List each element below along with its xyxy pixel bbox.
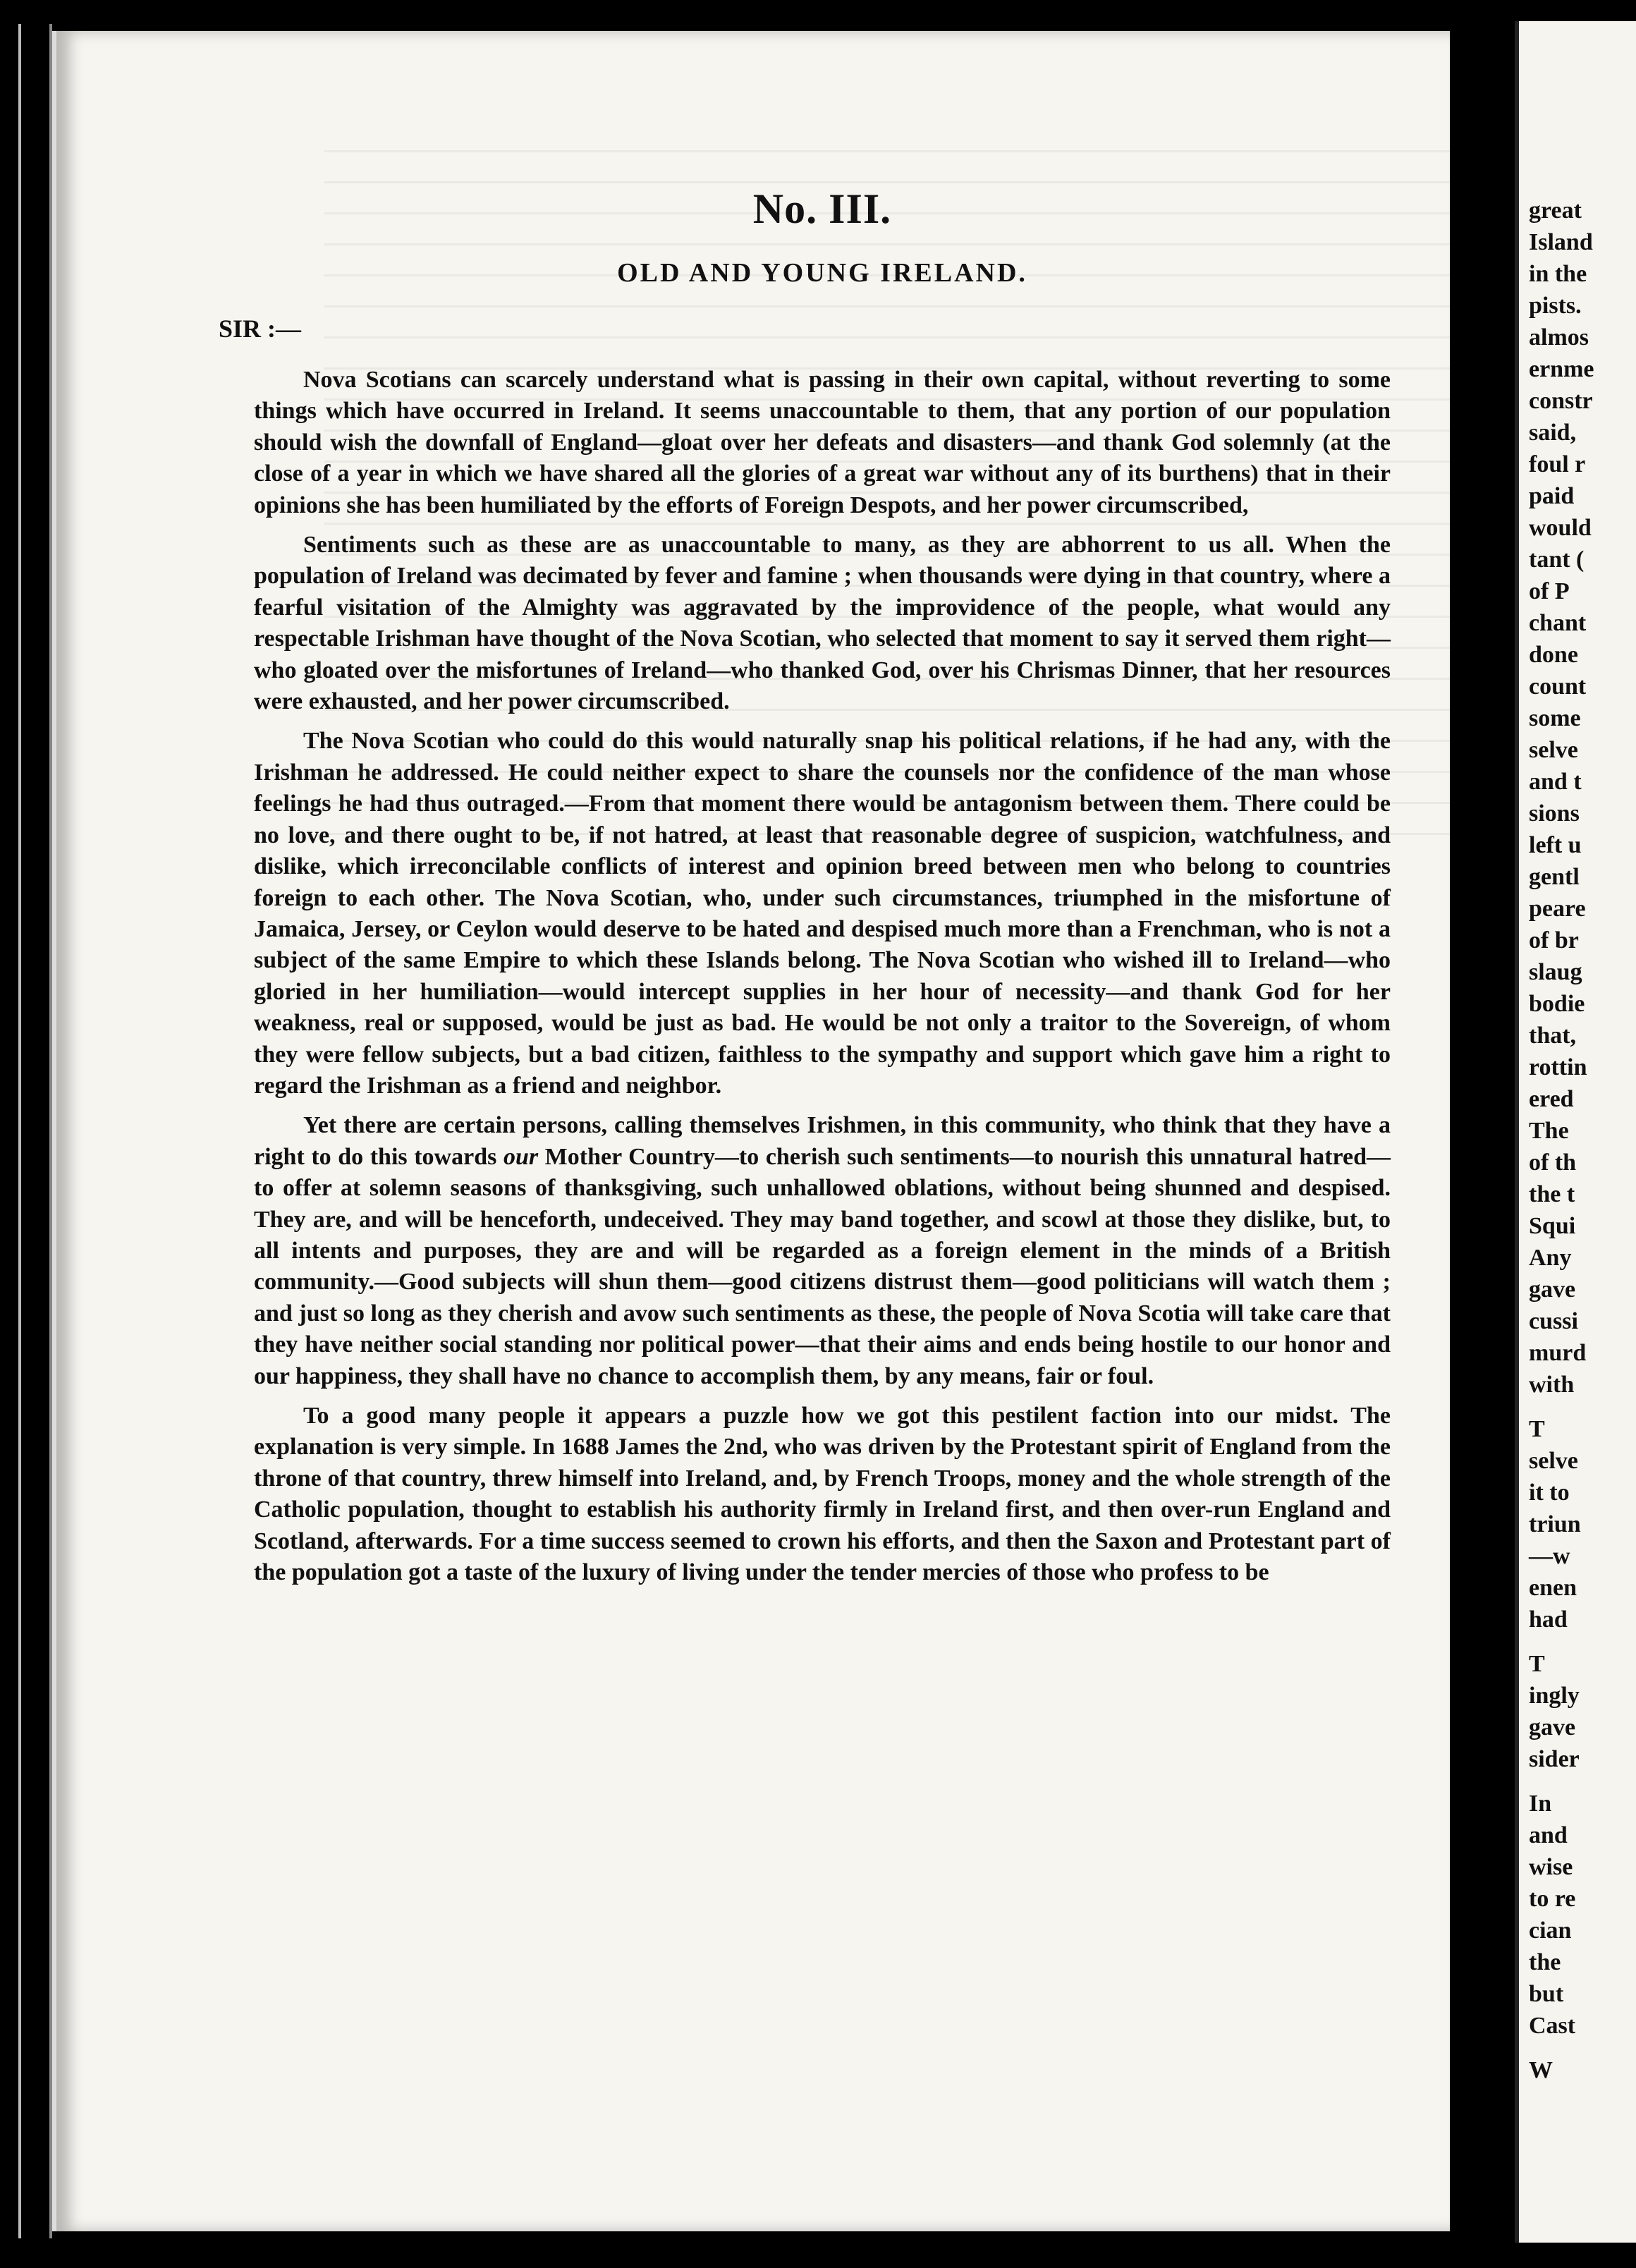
paragraph: Nova Scotians can scarcely understand what is passing in their own capital, without reverting to some things which have occurred in Ireland. It seems unaccountable to them, that any portion of our population should wish the downfall of England—gloat over her defeats and disasters—and thank God solemnly (at the close of a year in which we have shared all the glories of a great war without any of its burthens) that in their opinions she has been humiliated by the efforts of Foreign Despots, and her power circumscribed, bbox=[254, 367, 1391, 518]
salutation: SIR :— bbox=[219, 315, 302, 343]
facing-line: count bbox=[1529, 673, 1587, 700]
facing-line: chant bbox=[1529, 610, 1587, 636]
facing-line: selve bbox=[1529, 1448, 1578, 1474]
facing-line: In bbox=[1529, 1791, 1552, 1817]
facing-line: ingly bbox=[1529, 1683, 1580, 1709]
facing-page-fragment bbox=[1515, 21, 1636, 2243]
facing-line: of th bbox=[1529, 1150, 1577, 1176]
facing-line: almos bbox=[1529, 324, 1589, 350]
facing-line: to re bbox=[1529, 1886, 1576, 1912]
facing-line: of br bbox=[1529, 927, 1579, 953]
facing-line: Any bbox=[1529, 1245, 1572, 1271]
paragraph: To a good many people it appears a puzzle how we got this pestilent faction into our midst. The explanation is very simple. In 1688 James the 2nd, who was driven by the Protestant spirit of England from the throne of that country, threw himself into Ireland, and, by French Troops, money and the whole strength of the Catholic population, thought to establish his authority firmly in Ireland first, and then over-run England and Scotland, afterwards. For a time success seemed to crown his efforts, and then the Saxon and Protestant part of the population got a taste of the luxury of living under the tender mercies of those who profess to be bbox=[254, 1403, 1391, 1586]
facing-line: the bbox=[1529, 1949, 1561, 1975]
emphasis-text: our bbox=[503, 1143, 539, 1170]
facing-line: of P bbox=[1529, 578, 1570, 604]
article bbox=[219, 185, 1391, 1597]
facing-line: said, bbox=[1529, 420, 1577, 446]
facing-line: T bbox=[1529, 1416, 1545, 1442]
facing-line: gentl bbox=[1529, 864, 1580, 890]
facing-line: ered bbox=[1529, 1086, 1574, 1112]
facing-line: T bbox=[1529, 1651, 1545, 1677]
paragraph-text: Yet there are certain persons, calling themselves Irishmen, in this community, who think that they have a right to do this towards bbox=[254, 1112, 1391, 1170]
facing-line: rottin bbox=[1529, 1054, 1587, 1080]
facing-line: it to bbox=[1529, 1480, 1570, 1506]
facing-line: constr bbox=[1529, 388, 1593, 414]
facing-line: the t bbox=[1529, 1181, 1575, 1207]
facing-line: would bbox=[1529, 515, 1592, 541]
facing-line: great bbox=[1529, 197, 1582, 224]
facing-line: peare bbox=[1529, 896, 1586, 922]
facing-line: but bbox=[1529, 1981, 1564, 2007]
facing-line: triun bbox=[1529, 1511, 1581, 1537]
facing-line: and bbox=[1529, 1822, 1568, 1848]
facing-line: paid bbox=[1529, 483, 1575, 509]
facing-line: left u bbox=[1529, 832, 1582, 858]
article-title: OLD AND YOUNG IRELAND. bbox=[617, 258, 1027, 288]
facing-line: in the bbox=[1529, 261, 1587, 287]
facing-line: foul r bbox=[1529, 451, 1586, 477]
facing-line: slaug bbox=[1529, 959, 1582, 985]
facing-line: sider bbox=[1529, 1746, 1580, 1772]
facing-line: tant ( bbox=[1529, 547, 1585, 573]
facing-line: cussi bbox=[1529, 1308, 1578, 1334]
paragraph: The Nova Scotian who could do this would naturally snap his political relations, if he had any, with the Irishman he addressed. He could neither expect to share the counsels nor the confidence of the man whose feelings he had thus outraged.—From that moment there would be antagonism between them. There could be no love, and there ought to be, if not hatred, at least that reasonable degree of suspicion, watchfulness, and dislike, which irreconcilable conflicts of interest and opinion breed between men who belong to countries foreign to each other. The Nova Scotian, who, under such circumstances, triumphed in the misfortune of Jamaica, Jersey, or Ceylon would deserve to be hated and despised much more than a Frenchman, who is not a subject of the same Empire to which these Islands belong. The Nova Scotian who wished ill to Ireland—who gloried in her humiliation—would intercept supplies in her hour of necessity—and thank God for her weakness, real or supposed, would be just as bad. He would be not only a traitor to the Sovereign, of whom they were fellow subjects, but a bad citizen, faithless to the sympathy and support which gave him a right to regard the Irishman as a friend and neighbor. bbox=[254, 728, 1391, 1099]
paragraph-text: Mother Country—to cherish such sentiments—to nourish this unnatural hatred—to offer at solemn seasons of thanksgiving, such unhallowed oblations, without being shunned and despised. They are, and will be henceforth, undeceived. They may band together, and scowl at those they dislike, but, to all intents and purposes, they are and will be regarded as a foreign element in the minds of a British community.—Good subjects will shun them—good citizens distrust them—good politicians will watch them ; and just so long as they cherish and avow such sentiments as these, the people of Nova Scotia will take care that they have neither social standing nor political power—that their aims and ends being hostile to our honor and our happiness, they shall have no chance to accomplish them, by any means, fair or foul. bbox=[254, 1143, 1391, 1389]
facing-line: —w bbox=[1529, 1543, 1570, 1569]
facing-line: that, bbox=[1529, 1023, 1577, 1049]
paragraph: Sentiments such as these are as unaccountable to many, as they are abhorrent to us all. When the population of Ireland was decimated by fever and famine ; when thousands were dying in that country, where a fearful visitation of the Almighty was aggravated by the improvidence of the people, what would any respectable Irishman have thought of the Nova Scotian, who selected that moment to say it served them right—who gloated over the misfortunes of Ireland—who thanked God, over his Chrismas Dinner, that her resources were exhausted, and her power circumscribed. bbox=[254, 532, 1391, 715]
facing-line: gave bbox=[1529, 1276, 1576, 1303]
facing-line: bodie bbox=[1529, 991, 1585, 1017]
facing-line: enen bbox=[1529, 1575, 1577, 1601]
facing-line: and t bbox=[1529, 769, 1582, 795]
facing-line: ernme bbox=[1529, 356, 1594, 382]
facing-line: sions bbox=[1529, 800, 1580, 827]
facing-line: some bbox=[1529, 705, 1581, 731]
facing-line: murd bbox=[1529, 1340, 1587, 1366]
facing-line: The bbox=[1529, 1118, 1569, 1144]
facing-line: Island bbox=[1529, 229, 1593, 255]
facing-line: done bbox=[1529, 642, 1578, 668]
facing-line: wise bbox=[1529, 1854, 1573, 1880]
paragraph bbox=[254, 1110, 1391, 1392]
facing-line: gave bbox=[1529, 1714, 1576, 1740]
facing-line: pists. bbox=[1529, 293, 1582, 319]
facing-line: Cast bbox=[1529, 2013, 1576, 2039]
facing-line: W bbox=[1529, 2057, 1553, 2083]
facing-line: had bbox=[1529, 1606, 1568, 1633]
facing-line: cian bbox=[1529, 1918, 1572, 1944]
facing-line: with bbox=[1529, 1372, 1575, 1398]
facing-line: Squi bbox=[1529, 1213, 1576, 1239]
facing-line: selve bbox=[1529, 737, 1578, 763]
article-number: No. III. bbox=[752, 185, 892, 232]
